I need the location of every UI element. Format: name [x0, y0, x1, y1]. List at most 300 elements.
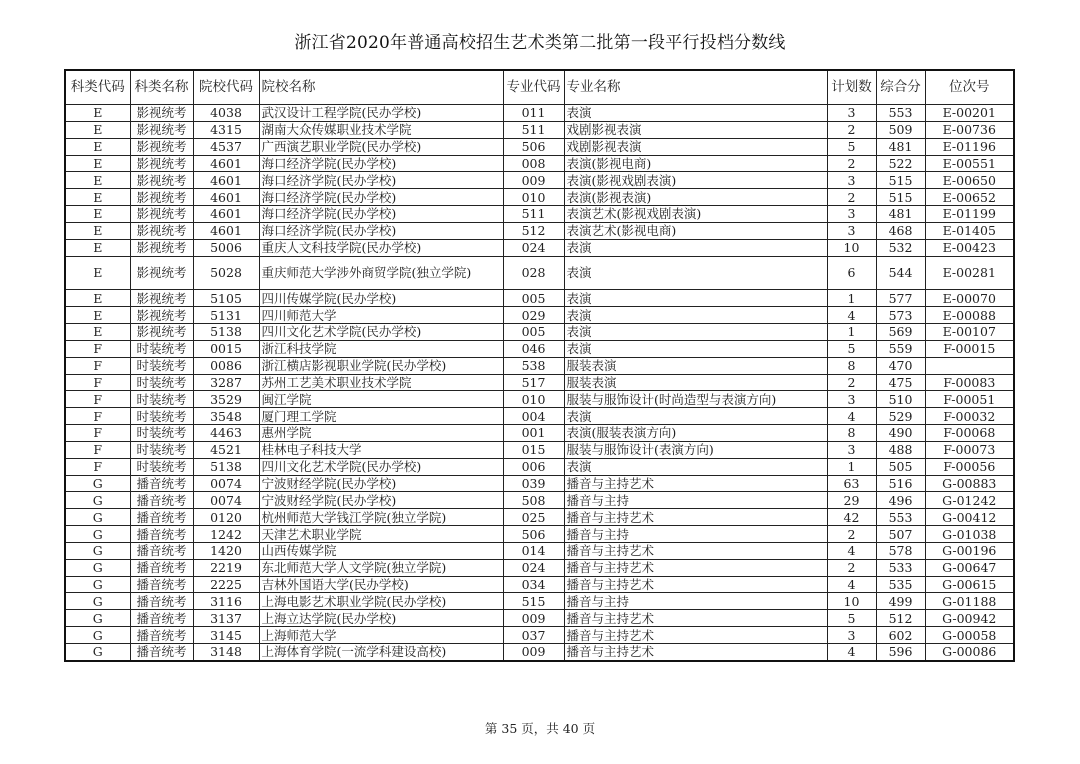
- cell-category-code: E: [65, 172, 130, 189]
- cell-rank-number: F-00015: [925, 340, 1014, 357]
- cell-major-name: 表演(影视戏剧表演): [564, 172, 827, 189]
- cell-school-code: 1420: [193, 542, 259, 559]
- cell-rank-number: E-00070: [925, 290, 1014, 307]
- cell-category-code: F: [65, 441, 130, 458]
- cell-school-name: 浙江科技学院: [259, 340, 503, 357]
- table-row: [65, 475, 1014, 492]
- cell-category-name: 时装统考: [130, 441, 193, 458]
- table-row: [65, 559, 1014, 576]
- cell-rank-number: F-00073: [925, 441, 1014, 458]
- cell-category-code: F: [65, 408, 130, 425]
- cell-composite-score: 496: [876, 492, 925, 509]
- cell-rank-number: G-00883: [925, 475, 1014, 492]
- cell-composite-score: 490: [876, 425, 925, 442]
- cell-school-name: 四川文化艺术学院(民办学校): [259, 323, 503, 340]
- cell-major-name: 播音与主持艺术: [564, 644, 827, 661]
- cell-school-code: 3548: [193, 408, 259, 425]
- cell-plan-count: 3: [827, 172, 876, 189]
- cell-major-name: 服装与服饰设计(表演方向): [564, 441, 827, 458]
- cell-major-code: 506: [503, 138, 564, 155]
- cell-rank-number: E-00736: [925, 121, 1014, 138]
- cell-school-code: 4601: [193, 206, 259, 223]
- cell-category-name: 时装统考: [130, 391, 193, 408]
- cell-rank-number: E-01405: [925, 222, 1014, 239]
- table-row: [65, 441, 1014, 458]
- cell-category-code: G: [65, 559, 130, 576]
- cell-major-code: 029: [503, 307, 564, 324]
- cell-plan-count: 1: [827, 323, 876, 340]
- cell-major-code: 039: [503, 475, 564, 492]
- cell-school-code: 4521: [193, 441, 259, 458]
- cell-major-code: 009: [503, 644, 564, 661]
- cell-plan-count: 4: [827, 408, 876, 425]
- cell-category-name: 影视统考: [130, 256, 193, 290]
- cell-plan-count: 6: [827, 256, 876, 290]
- cell-major-name: 表演: [564, 340, 827, 357]
- cell-rank-number: E-00107: [925, 323, 1014, 340]
- cell-school-name: 海口经济学院(民办学校): [259, 206, 503, 223]
- cell-school-name: 苏州工艺美术职业技术学院: [259, 374, 503, 391]
- table-row: [65, 576, 1014, 593]
- table-row: [65, 492, 1014, 509]
- cell-category-code: G: [65, 526, 130, 543]
- table-row: [65, 408, 1014, 425]
- cell-school-name: 上海师范大学: [259, 627, 503, 644]
- table-row: [65, 138, 1014, 155]
- cell-major-code: 515: [503, 593, 564, 610]
- table-row: [65, 458, 1014, 475]
- cell-plan-count: 42: [827, 509, 876, 526]
- cell-rank-number: E-00281: [925, 256, 1014, 290]
- cell-plan-count: 3: [827, 222, 876, 239]
- cell-major-code: 517: [503, 374, 564, 391]
- cell-major-code: 024: [503, 239, 564, 256]
- cell-school-code: 4038: [193, 105, 259, 122]
- cell-major-code: 005: [503, 290, 564, 307]
- cell-school-name: 四川文化艺术学院(民办学校): [259, 458, 503, 475]
- cell-category-name: 播音统考: [130, 475, 193, 492]
- page-footer: 第 35 页，共 40 页: [484, 721, 596, 736]
- table-header-row: [65, 70, 1014, 105]
- cell-category-name: 影视统考: [130, 172, 193, 189]
- header-rank-number: 位次号: [925, 70, 1014, 105]
- cell-composite-score: 535: [876, 576, 925, 593]
- cell-school-name: 海口经济学院(民办学校): [259, 189, 503, 206]
- cell-major-name: 播音与主持: [564, 526, 827, 543]
- cell-school-name: 四川传媒学院(民办学校): [259, 290, 503, 307]
- cell-school-code: 0120: [193, 509, 259, 526]
- cell-rank-number: G-01188: [925, 593, 1014, 610]
- cell-school-code: 4601: [193, 189, 259, 206]
- cell-plan-count: 3: [827, 105, 876, 122]
- cell-major-code: 046: [503, 340, 564, 357]
- cell-plan-count: 2: [827, 559, 876, 576]
- cell-category-code: E: [65, 307, 130, 324]
- cell-major-code: 010: [503, 391, 564, 408]
- cell-school-name: 浙江横店影视职业学院(民办学校): [259, 357, 503, 374]
- table-row: [65, 593, 1014, 610]
- cell-major-name: 表演: [564, 256, 827, 290]
- table-row: [65, 121, 1014, 138]
- header-plan-count: 计划数: [827, 70, 876, 105]
- table-row: [65, 509, 1014, 526]
- table-body: [65, 105, 1014, 661]
- cell-major-name: 戏剧影视表演: [564, 138, 827, 155]
- cell-major-code: 034: [503, 576, 564, 593]
- cell-category-name: 影视统考: [130, 105, 193, 122]
- table-row: [65, 374, 1014, 391]
- cell-school-name: 湖南大众传媒职业技术学院: [259, 121, 503, 138]
- cell-category-code: G: [65, 509, 130, 526]
- cell-composite-score: 505: [876, 458, 925, 475]
- cell-major-code: 005: [503, 323, 564, 340]
- cell-school-name: 四川师范大学: [259, 307, 503, 324]
- table-row: [65, 239, 1014, 256]
- cell-school-name: 厦门理工学院: [259, 408, 503, 425]
- cell-plan-count: 8: [827, 425, 876, 442]
- cell-school-code: 4601: [193, 172, 259, 189]
- cell-category-name: 播音统考: [130, 644, 193, 661]
- cell-category-code: G: [65, 576, 130, 593]
- cell-category-name: 时装统考: [130, 458, 193, 475]
- cell-major-name: 播音与主持艺术: [564, 576, 827, 593]
- cell-category-code: E: [65, 155, 130, 172]
- cell-composite-score: 468: [876, 222, 925, 239]
- cell-category-name: 播音统考: [130, 526, 193, 543]
- cell-major-code: 511: [503, 206, 564, 223]
- cell-major-name: 表演: [564, 105, 827, 122]
- cell-category-code: E: [65, 189, 130, 206]
- cell-school-code: 3148: [193, 644, 259, 661]
- cell-category-name: 影视统考: [130, 138, 193, 155]
- cell-category-code: F: [65, 340, 130, 357]
- cell-school-name: 上海电影艺术职业学院(民办学校): [259, 593, 503, 610]
- cell-composite-score: 578: [876, 542, 925, 559]
- cell-plan-count: 2: [827, 526, 876, 543]
- cell-composite-score: 507: [876, 526, 925, 543]
- cell-category-name: 影视统考: [130, 206, 193, 223]
- cell-category-code: E: [65, 206, 130, 223]
- cell-composite-score: 569: [876, 323, 925, 340]
- cell-rank-number: F-00068: [925, 425, 1014, 442]
- table-row: [65, 172, 1014, 189]
- cell-plan-count: 8: [827, 357, 876, 374]
- cell-rank-number: E-01196: [925, 138, 1014, 155]
- admission-score-table: [64, 69, 1015, 662]
- table-row: [65, 357, 1014, 374]
- cell-school-code: 5131: [193, 307, 259, 324]
- cell-category-name: 时装统考: [130, 357, 193, 374]
- cell-major-code: 037: [503, 627, 564, 644]
- cell-category-code: E: [65, 121, 130, 138]
- cell-rank-number: G-01038: [925, 526, 1014, 543]
- cell-plan-count: 3: [827, 206, 876, 223]
- table-row: [65, 222, 1014, 239]
- cell-school-name: 宁波财经学院(民办学校): [259, 492, 503, 509]
- cell-major-code: 025: [503, 509, 564, 526]
- cell-category-code: G: [65, 542, 130, 559]
- cell-major-code: 009: [503, 610, 564, 627]
- cell-category-code: G: [65, 644, 130, 661]
- header-composite-score: 综合分: [876, 70, 925, 105]
- cell-composite-score: 577: [876, 290, 925, 307]
- table-row: [65, 610, 1014, 627]
- cell-school-name: 武汉设计工程学院(民办学校): [259, 105, 503, 122]
- cell-school-name: 海口经济学院(民办学校): [259, 222, 503, 239]
- cell-composite-score: 515: [876, 189, 925, 206]
- cell-plan-count: 5: [827, 610, 876, 627]
- cell-plan-count: 5: [827, 340, 876, 357]
- cell-plan-count: 4: [827, 307, 876, 324]
- cell-rank-number: E-00423: [925, 239, 1014, 256]
- header-major-code: 专业代码: [503, 70, 564, 105]
- cell-rank-number: [925, 357, 1014, 374]
- cell-major-name: 服装表演: [564, 374, 827, 391]
- cell-major-name: 表演: [564, 307, 827, 324]
- cell-category-name: 影视统考: [130, 121, 193, 138]
- cell-composite-score: 481: [876, 206, 925, 223]
- cell-major-name: 表演: [564, 458, 827, 475]
- cell-school-code: 5028: [193, 256, 259, 290]
- cell-school-code: 2225: [193, 576, 259, 593]
- cell-school-name: 重庆师范大学涉外商贸学院(独立学院): [259, 256, 503, 290]
- cell-plan-count: 29: [827, 492, 876, 509]
- cell-composite-score: 559: [876, 340, 925, 357]
- cell-major-name: 服装表演: [564, 357, 827, 374]
- cell-school-code: 2219: [193, 559, 259, 576]
- cell-composite-score: 596: [876, 644, 925, 661]
- cell-category-name: 播音统考: [130, 593, 193, 610]
- cell-school-code: 3116: [193, 593, 259, 610]
- cell-rank-number: E-01199: [925, 206, 1014, 223]
- cell-major-name: 表演: [564, 239, 827, 256]
- cell-major-name: 表演: [564, 408, 827, 425]
- cell-rank-number: G-00196: [925, 542, 1014, 559]
- cell-school-code: 5105: [193, 290, 259, 307]
- cell-school-code: 4601: [193, 222, 259, 239]
- cell-major-name: 播音与主持艺术: [564, 627, 827, 644]
- cell-category-name: 播音统考: [130, 542, 193, 559]
- cell-category-name: 时装统考: [130, 374, 193, 391]
- cell-category-code: G: [65, 475, 130, 492]
- cell-school-code: 5138: [193, 458, 259, 475]
- cell-major-name: 播音与主持艺术: [564, 475, 827, 492]
- cell-plan-count: 1: [827, 458, 876, 475]
- cell-major-code: 010: [503, 189, 564, 206]
- cell-school-name: 上海立达学院(民办学校): [259, 610, 503, 627]
- cell-major-code: 006: [503, 458, 564, 475]
- cell-category-code: E: [65, 138, 130, 155]
- table-row: [65, 105, 1014, 122]
- cell-school-name: 重庆人文科技学院(民办学校): [259, 239, 503, 256]
- cell-plan-count: 10: [827, 239, 876, 256]
- cell-major-code: 508: [503, 492, 564, 509]
- table-row: [65, 542, 1014, 559]
- cell-plan-count: 3: [827, 441, 876, 458]
- cell-rank-number: G-00412: [925, 509, 1014, 526]
- cell-major-code: 015: [503, 441, 564, 458]
- cell-category-code: E: [65, 105, 130, 122]
- cell-major-name: 播音与主持: [564, 593, 827, 610]
- cell-rank-number: F-00056: [925, 458, 1014, 475]
- cell-school-code: 0086: [193, 357, 259, 374]
- cell-school-code: 3137: [193, 610, 259, 627]
- cell-major-code: 014: [503, 542, 564, 559]
- cell-major-name: 播音与主持艺术: [564, 509, 827, 526]
- cell-category-code: G: [65, 492, 130, 509]
- cell-composite-score: 488: [876, 441, 925, 458]
- cell-school-name: 山西传媒学院: [259, 542, 503, 559]
- cell-major-code: 008: [503, 155, 564, 172]
- table-row: [65, 425, 1014, 442]
- cell-category-name: 播音统考: [130, 509, 193, 526]
- cell-rank-number: G-00942: [925, 610, 1014, 627]
- cell-category-code: F: [65, 391, 130, 408]
- cell-category-code: F: [65, 374, 130, 391]
- cell-school-name: 宁波财经学院(民办学校): [259, 475, 503, 492]
- table-row: [65, 256, 1014, 290]
- cell-school-code: 4601: [193, 155, 259, 172]
- cell-rank-number: E-00650: [925, 172, 1014, 189]
- cell-rank-number: G-00086: [925, 644, 1014, 661]
- table-row: [65, 155, 1014, 172]
- cell-composite-score: 512: [876, 610, 925, 627]
- table-row: [65, 391, 1014, 408]
- cell-category-name: 时装统考: [130, 425, 193, 442]
- cell-composite-score: 602: [876, 627, 925, 644]
- cell-school-code: 4537: [193, 138, 259, 155]
- cell-rank-number: E-00652: [925, 189, 1014, 206]
- cell-category-name: 播音统考: [130, 559, 193, 576]
- cell-school-code: 3287: [193, 374, 259, 391]
- cell-major-name: 播音与主持: [564, 492, 827, 509]
- cell-plan-count: 5: [827, 138, 876, 155]
- cell-school-code: 4315: [193, 121, 259, 138]
- cell-category-name: 影视统考: [130, 290, 193, 307]
- cell-composite-score: 516: [876, 475, 925, 492]
- cell-major-code: 009: [503, 172, 564, 189]
- cell-major-name: 表演: [564, 323, 827, 340]
- cell-rank-number: F-00083: [925, 374, 1014, 391]
- cell-rank-number: E-00551: [925, 155, 1014, 172]
- cell-major-code: 024: [503, 559, 564, 576]
- cell-plan-count: 4: [827, 644, 876, 661]
- table-row: [65, 189, 1014, 206]
- cell-category-name: 影视统考: [130, 323, 193, 340]
- cell-category-name: 影视统考: [130, 222, 193, 239]
- cell-category-code: G: [65, 593, 130, 610]
- cell-category-code: F: [65, 357, 130, 374]
- cell-school-name: 广西演艺职业学院(民办学校): [259, 138, 503, 155]
- cell-plan-count: 2: [827, 189, 876, 206]
- cell-major-code: 506: [503, 526, 564, 543]
- cell-rank-number: E-00088: [925, 307, 1014, 324]
- header-category-name: 科类名称: [130, 70, 193, 105]
- cell-composite-score: 532: [876, 239, 925, 256]
- cell-rank-number: G-00647: [925, 559, 1014, 576]
- table-row: [65, 206, 1014, 223]
- cell-category-code: G: [65, 627, 130, 644]
- cell-category-name: 影视统考: [130, 155, 193, 172]
- cell-rank-number: F-00051: [925, 391, 1014, 408]
- table-row: [65, 323, 1014, 340]
- cell-major-name: 表演: [564, 290, 827, 307]
- cell-category-code: G: [65, 610, 130, 627]
- cell-composite-score: 470: [876, 357, 925, 374]
- cell-composite-score: 522: [876, 155, 925, 172]
- cell-plan-count: 3: [827, 391, 876, 408]
- cell-category-code: F: [65, 425, 130, 442]
- cell-major-name: 表演艺术(影视电商): [564, 222, 827, 239]
- cell-major-name: 表演(影视电商): [564, 155, 827, 172]
- cell-category-name: 时装统考: [130, 408, 193, 425]
- document-title: 浙江省2020年普通高校招生艺术类第二批第一段平行投档分数线: [294, 33, 786, 53]
- cell-category-code: E: [65, 239, 130, 256]
- table-row: [65, 290, 1014, 307]
- cell-category-name: 播音统考: [130, 492, 193, 509]
- cell-plan-count: 2: [827, 121, 876, 138]
- cell-category-name: 影视统考: [130, 189, 193, 206]
- cell-category-name: 播音统考: [130, 576, 193, 593]
- cell-major-name: 表演艺术(影视戏剧表演): [564, 206, 827, 223]
- cell-category-name: 播音统考: [130, 627, 193, 644]
- cell-major-name: 表演(影视表演): [564, 189, 827, 206]
- cell-category-code: F: [65, 458, 130, 475]
- cell-school-name: 桂林电子科技大学: [259, 441, 503, 458]
- header-school-code: 院校代码: [193, 70, 259, 105]
- table-row: [65, 627, 1014, 644]
- cell-category-code: E: [65, 222, 130, 239]
- cell-composite-score: 553: [876, 105, 925, 122]
- cell-school-name: 海口经济学院(民办学校): [259, 172, 503, 189]
- cell-rank-number: G-01242: [925, 492, 1014, 509]
- cell-plan-count: 2: [827, 155, 876, 172]
- cell-school-code: 3529: [193, 391, 259, 408]
- cell-category-code: E: [65, 256, 130, 290]
- cell-school-code: 3145: [193, 627, 259, 644]
- cell-school-code: 5006: [193, 239, 259, 256]
- cell-plan-count: 1: [827, 290, 876, 307]
- cell-major-name: 播音与主持艺术: [564, 610, 827, 627]
- cell-category-name: 影视统考: [130, 239, 193, 256]
- table-row: [65, 526, 1014, 543]
- cell-school-code: 0015: [193, 340, 259, 357]
- cell-plan-count: 4: [827, 576, 876, 593]
- cell-plan-count: 2: [827, 374, 876, 391]
- cell-category-name: 影视统考: [130, 307, 193, 324]
- cell-category-code: E: [65, 323, 130, 340]
- cell-composite-score: 510: [876, 391, 925, 408]
- cell-rank-number: E-00201: [925, 105, 1014, 122]
- cell-major-code: 004: [503, 408, 564, 425]
- cell-composite-score: 553: [876, 509, 925, 526]
- cell-major-name: 戏剧影视表演: [564, 121, 827, 138]
- cell-school-code: 1242: [193, 526, 259, 543]
- cell-school-name: 惠州学院: [259, 425, 503, 442]
- table-row: [65, 307, 1014, 324]
- cell-composite-score: 533: [876, 559, 925, 576]
- cell-composite-score: 529: [876, 408, 925, 425]
- cell-plan-count: 4: [827, 542, 876, 559]
- cell-major-name: 服装与服饰设计(时尚造型与表演方向): [564, 391, 827, 408]
- cell-school-name: 闽江学院: [259, 391, 503, 408]
- cell-school-name: 上海体育学院(一流学科建设高校): [259, 644, 503, 661]
- cell-category-code: E: [65, 290, 130, 307]
- cell-school-code: 0074: [193, 475, 259, 492]
- cell-school-name: 吉林外国语大学(民办学校): [259, 576, 503, 593]
- cell-school-name: 东北师范大学人文学院(独立学院): [259, 559, 503, 576]
- cell-school-name: 杭州师范大学钱江学院(独立学院): [259, 509, 503, 526]
